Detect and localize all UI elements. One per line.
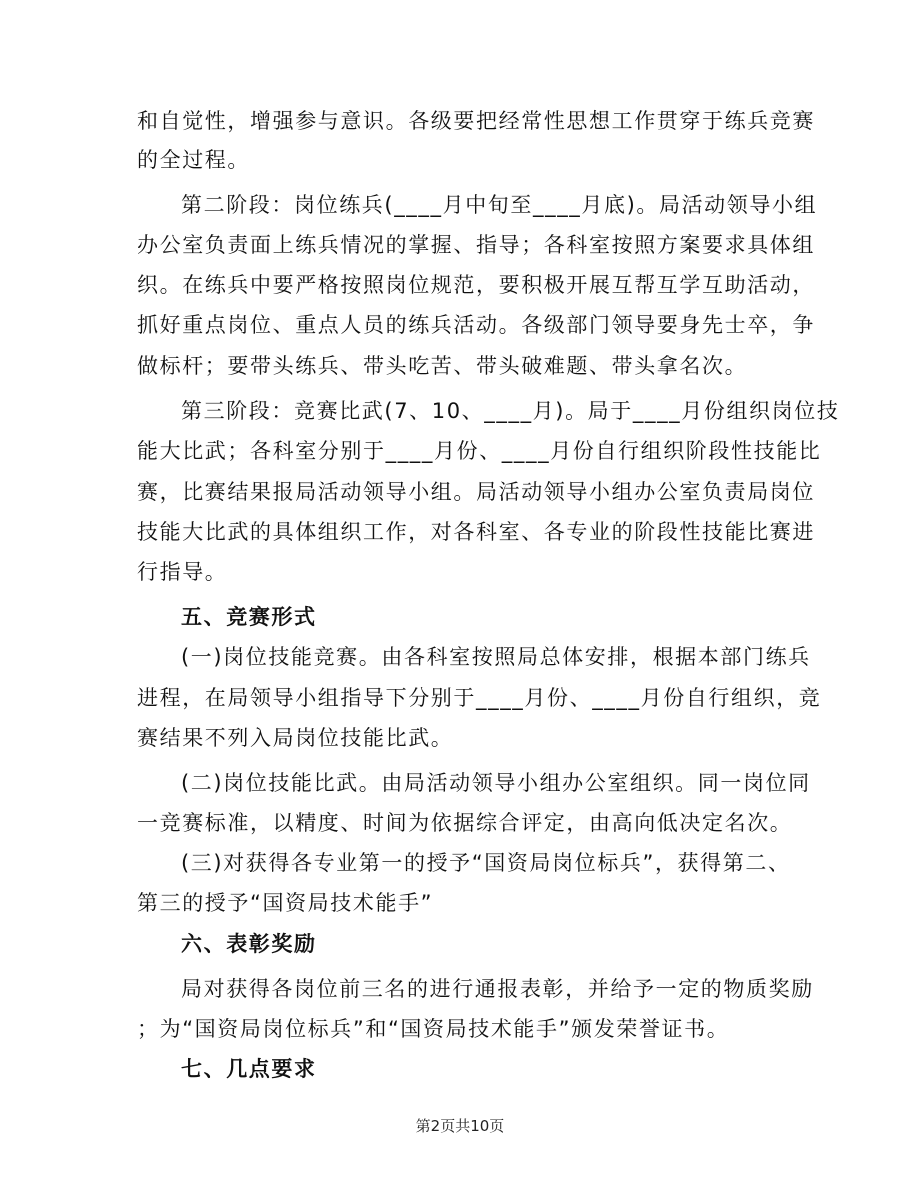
body-line: (二)岗位技能比武。由局活动领导小组办公室组织。同一岗位同	[181, 771, 811, 795]
page-number-footer: 第2页共10页	[415, 1117, 505, 1135]
body-line: 织。在练兵中要严格按照岗位规范，要积极开展互帮互学互助活动，	[137, 273, 815, 297]
section-heading: 七、几点要求	[181, 1057, 317, 1081]
body-line: (三)对获得各专业第一的授予“国资局岗位标兵”，获得第二、	[181, 851, 791, 875]
body-line: ；为“国资局岗位标兵”和“国资局技术能手”颁发荣誉证书。	[137, 1017, 730, 1041]
body-line: 第三的授予“国资局技术能手”	[137, 891, 434, 915]
body-line: 技能大比武的具体组织工作，对各科室、各专业的阶段性技能比赛进	[137, 520, 815, 544]
body-line: 进程，在局领导小组指导下分别于____月份、____月份自行组织，竞	[137, 686, 822, 710]
body-line: 一竞赛标准，以精度、时间为依据综合评定，由高向低决定名次。	[137, 811, 793, 835]
section-heading: 五、竞赛形式	[181, 605, 317, 629]
body-line: 和自觉性，增强参与意识。各级要把经常性思想工作贯穿于练兵竞赛	[137, 109, 815, 133]
body-line: 行指导。	[137, 560, 228, 584]
body-line: 做标杆；要带头练兵、带头吃苦、带头破难题、带头拿名次。	[137, 354, 748, 378]
body-line: 局对获得各岗位前三名的进行通报表彰，并给予一定的物质奖励	[181, 977, 814, 1001]
body-line: 第二阶段：岗位练兵(____月中旬至____月底)。局活动领导小组	[181, 193, 818, 217]
section-heading: 六、表彰奖励	[181, 932, 317, 956]
body-line: 办公室负责面上练兵情况的掌握、指导；各科室按照方案要求具体组	[137, 233, 815, 257]
body-line: 的全过程。	[137, 148, 250, 172]
body-line: 赛结果不列入局岗位技能比武。	[137, 726, 454, 750]
body-line: 赛，比赛结果报局活动领导小组。局活动领导小组办公室负责局岗位	[137, 480, 815, 504]
body-line: (一)岗位技能竞赛。由各科室按照局总体安排，根据本部门练兵	[181, 645, 811, 669]
body-line: 第三阶段：竞赛比武(7、10、____月)。局于____月份组织岗位技	[181, 399, 840, 423]
body-line: 能大比武；各科室分别于____月份、____月份自行组织阶段性技能比	[137, 439, 822, 463]
body-line: 抓好重点岗位、重点人员的练兵活动。各级部门领导要身先士卒，争	[137, 313, 815, 337]
